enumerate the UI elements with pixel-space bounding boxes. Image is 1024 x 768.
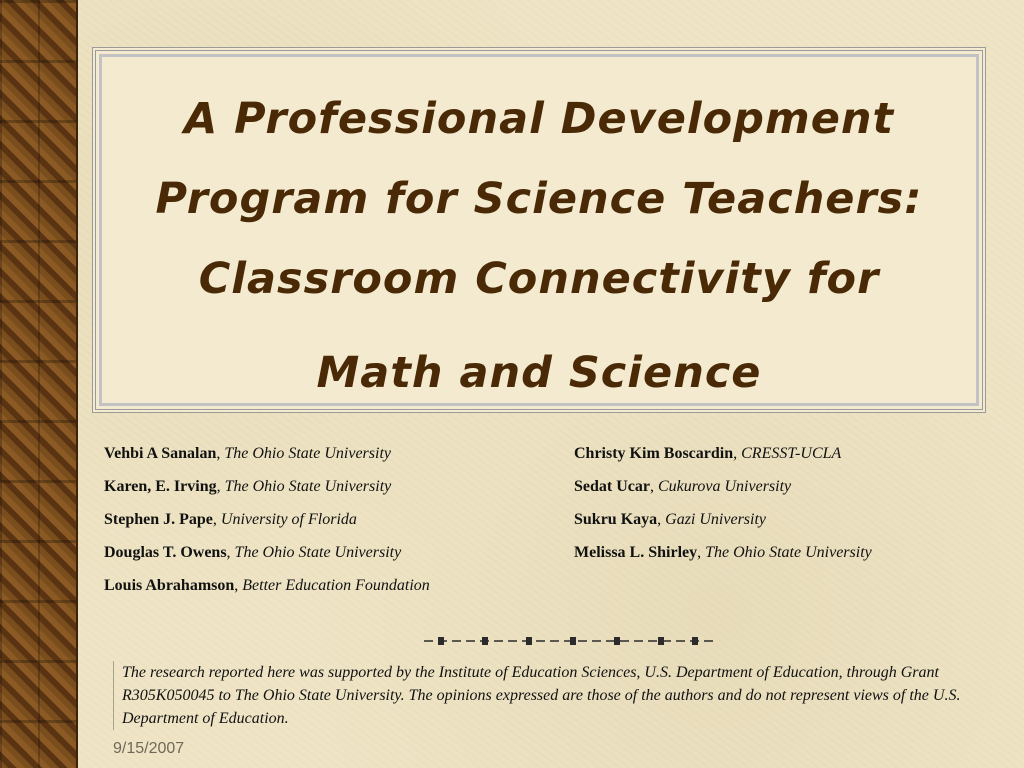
authors-left-column bbox=[104, 441, 564, 606]
funding-acknowledgement: The research reported here was supported by the Institute of Education Sciences, U.S. Department of Education, through Grant R305K050045 to The Ohio State University. The opinions expressed are those of the authors and do not represent views of the U.S. Department of Education. bbox=[113, 661, 993, 730]
author-separator: , bbox=[226, 544, 235, 561]
author-affiliation: University of Florida bbox=[220, 511, 357, 528]
slide-title bbox=[96, 79, 982, 413]
author-affiliation: The Ohio State University bbox=[224, 478, 392, 495]
author-name: Louis Abrahamson bbox=[104, 577, 235, 594]
author-name: Douglas T. Owens bbox=[104, 544, 227, 561]
author-separator: , bbox=[733, 445, 742, 462]
author-affiliation: The Ohio State University bbox=[234, 544, 402, 561]
author-entry bbox=[104, 507, 564, 540]
author-separator: , bbox=[212, 511, 221, 528]
author-entry bbox=[104, 573, 564, 606]
decorative-wood-strip bbox=[0, 0, 78, 768]
author-affiliation: The Ohio State University bbox=[705, 544, 872, 561]
author-entry bbox=[574, 507, 994, 540]
author-affiliation: Cukurova University bbox=[657, 478, 792, 495]
author-entry bbox=[104, 441, 564, 474]
author-name: Christy Kim Boscardin bbox=[574, 445, 734, 462]
author-name: Melissa L. Shirley bbox=[574, 544, 698, 561]
author-separator: , bbox=[649, 478, 658, 495]
title-line-3: Classroom Connectivity for bbox=[198, 254, 880, 304]
author-affiliation: Gazi University bbox=[665, 511, 767, 528]
author-name: Karen, E. Irving bbox=[104, 478, 217, 495]
author-name: Stephen J. Pape bbox=[104, 511, 213, 528]
authors-right-column bbox=[574, 441, 994, 573]
author-affiliation: The Ohio State University bbox=[224, 445, 391, 462]
title-box bbox=[92, 47, 986, 413]
author-entry bbox=[574, 441, 994, 474]
author-separator: , bbox=[216, 478, 225, 495]
author-entry bbox=[104, 540, 564, 573]
slide-date: 9/15/2007 bbox=[113, 740, 185, 757]
author-separator: , bbox=[216, 445, 225, 462]
decorative-divider bbox=[420, 633, 720, 649]
author-affiliation: CRESST-UCLA bbox=[741, 445, 842, 462]
title-line-1: A Professional Development bbox=[183, 94, 895, 144]
title-line-2: Program for Science Teachers: bbox=[155, 174, 923, 224]
author-separator: , bbox=[657, 511, 666, 528]
author-separator: , bbox=[234, 577, 243, 594]
author-entry bbox=[574, 540, 994, 573]
author-entry bbox=[574, 474, 994, 507]
author-name: Sedat Ucar bbox=[574, 478, 650, 495]
author-affiliation: Better Education Foundation bbox=[242, 577, 430, 594]
author-entry bbox=[104, 474, 564, 507]
title-line-4: Math and Science bbox=[316, 348, 762, 398]
author-name: Sukru Kaya bbox=[574, 511, 658, 528]
author-name: Vehbi A Sanalan bbox=[104, 445, 217, 462]
author-separator: , bbox=[697, 544, 706, 561]
